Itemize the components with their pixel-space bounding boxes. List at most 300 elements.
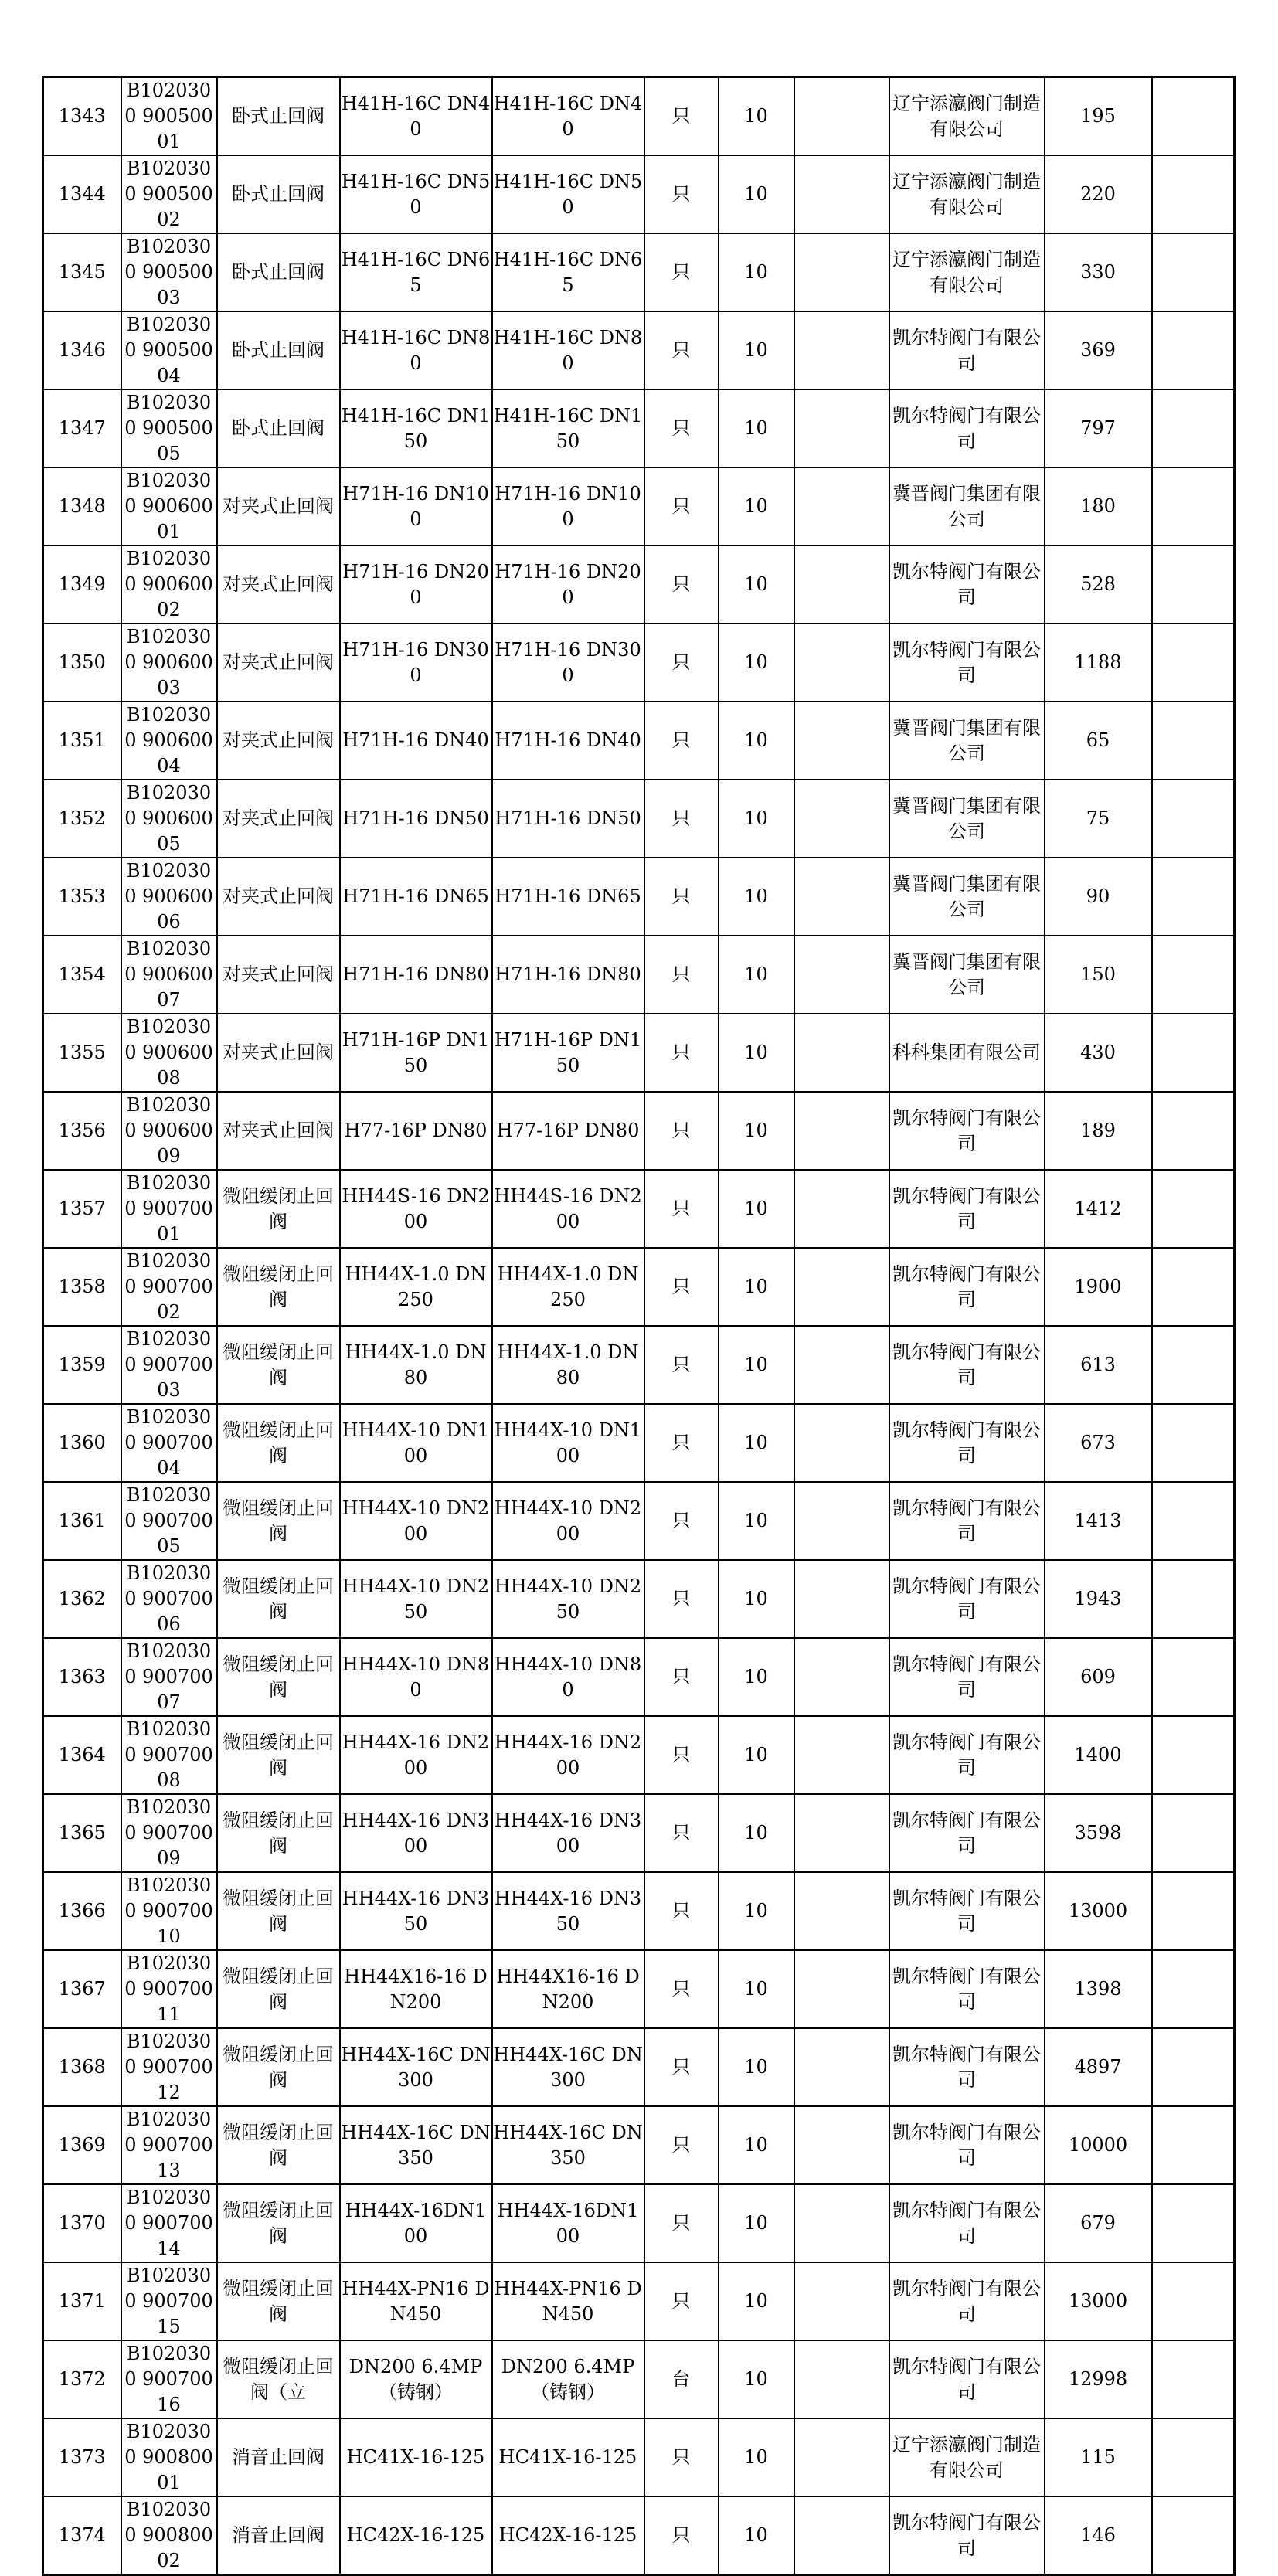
cell-item-name: 消音止回阀 xyxy=(217,2496,340,2575)
cell-quantity: 10 xyxy=(719,936,794,1014)
cell-spec: HH44X-16 DN300 xyxy=(492,1794,644,1872)
cell-model: H41H-16C DN50 xyxy=(340,155,492,233)
cell-item-name: 微阻缓闭止回阀 xyxy=(217,2028,340,2106)
cell-spec: H41H-16C DN80 xyxy=(492,311,644,389)
cell-supplier: 凯尔特阀门有限公司 xyxy=(889,2262,1045,2340)
cell-price: 330 xyxy=(1045,233,1152,311)
cell-model: HC42X-16-125 xyxy=(340,2496,492,2575)
cell-empty xyxy=(794,1638,889,1716)
cell-price: 4897 xyxy=(1045,2028,1152,2106)
cell-price: 10000 xyxy=(1045,2106,1152,2184)
cell-quantity: 10 xyxy=(719,1638,794,1716)
cell-model: H41H-16C DN80 xyxy=(340,311,492,389)
cell-spec: H71H-16 DN100 xyxy=(492,467,644,545)
cell-number: 1359 xyxy=(43,1326,121,1404)
cell-supplier: 凯尔特阀门有限公司 xyxy=(889,1872,1045,1950)
cell-material-code: B1020300 90060004 xyxy=(121,702,217,780)
cell-number: 1367 xyxy=(43,1950,121,2028)
cell-supplier: 凯尔特阀门有限公司 xyxy=(889,1248,1045,1326)
cell-material-code: B1020300 90070005 xyxy=(121,1482,217,1560)
cell-price: 609 xyxy=(1045,1638,1152,1716)
table-row xyxy=(43,1326,1235,1404)
cell-quantity: 10 xyxy=(719,2340,794,2418)
cell-item-name: 卧式止回阀 xyxy=(217,311,340,389)
table-row xyxy=(43,2262,1235,2340)
cell-model: HH44X-1.0 DN250 xyxy=(340,1248,492,1326)
cell-number: 1371 xyxy=(43,2262,121,2340)
cell-price: 1412 xyxy=(1045,1170,1152,1248)
cell-remark xyxy=(1152,467,1235,545)
cell-material-code: B1020300 90070001 xyxy=(121,1170,217,1248)
cell-item-name: 卧式止回阀 xyxy=(217,77,340,156)
cell-quantity: 10 xyxy=(719,1170,794,1248)
cell-number: 1350 xyxy=(43,624,121,702)
cell-spec: H41H-16C DN50 xyxy=(492,155,644,233)
cell-unit: 只 xyxy=(644,545,719,624)
cell-price: 90 xyxy=(1045,858,1152,936)
cell-material-code: B1020300 90070014 xyxy=(121,2184,217,2262)
cell-empty xyxy=(794,1326,889,1404)
cell-empty xyxy=(794,702,889,780)
cell-number: 1355 xyxy=(43,1014,121,1092)
cell-empty xyxy=(794,155,889,233)
cell-quantity: 10 xyxy=(719,1560,794,1638)
cell-price: 1188 xyxy=(1045,624,1152,702)
cell-item-name: 微阻缓闭止回阀（立 xyxy=(217,2340,340,2418)
cell-remark xyxy=(1152,1014,1235,1092)
cell-price: 3598 xyxy=(1045,1794,1152,1872)
table-row xyxy=(43,1014,1235,1092)
cell-material-code: B1020300 90060002 xyxy=(121,545,217,624)
cell-price: 189 xyxy=(1045,1092,1152,1170)
cell-supplier: 凯尔特阀门有限公司 xyxy=(889,545,1045,624)
cell-unit: 只 xyxy=(644,624,719,702)
table-row xyxy=(43,1170,1235,1248)
cell-unit: 只 xyxy=(644,233,719,311)
cell-model: H71H-16 DN300 xyxy=(340,624,492,702)
cell-item-name: 对夹式止回阀 xyxy=(217,624,340,702)
cell-supplier: 凯尔特阀门有限公司 xyxy=(889,624,1045,702)
cell-spec: HH44X-1.0 DN250 xyxy=(492,1248,644,1326)
cell-supplier: 科科集团有限公司 xyxy=(889,1014,1045,1092)
cell-material-code: B1020300 90060005 xyxy=(121,780,217,858)
cell-model: HH44X-10 DN100 xyxy=(340,1404,492,1482)
cell-quantity: 10 xyxy=(719,1092,794,1170)
cell-number: 1361 xyxy=(43,1482,121,1560)
cell-number: 1372 xyxy=(43,2340,121,2418)
cell-empty xyxy=(794,780,889,858)
cell-empty xyxy=(794,2184,889,2262)
cell-quantity: 10 xyxy=(719,2262,794,2340)
cell-number: 1344 xyxy=(43,155,121,233)
cell-supplier: 冀晋阀门集团有限公司 xyxy=(889,702,1045,780)
cell-unit: 只 xyxy=(644,1014,719,1092)
cell-spec: H71H-16 DN200 xyxy=(492,545,644,624)
cell-number: 1368 xyxy=(43,2028,121,2106)
cell-model: HH44X-10 DN200 xyxy=(340,1482,492,1560)
cell-remark xyxy=(1152,1950,1235,2028)
cell-spec: H71H-16 DN80 xyxy=(492,936,644,1014)
cell-supplier: 辽宁添瀛阀门制造有限公司 xyxy=(889,155,1045,233)
cell-supplier: 凯尔特阀门有限公司 xyxy=(889,1638,1045,1716)
cell-spec: HC41X-16-125 xyxy=(492,2418,644,2496)
cell-quantity: 10 xyxy=(719,858,794,936)
table-row xyxy=(43,467,1235,545)
cell-quantity: 10 xyxy=(719,1326,794,1404)
cell-price: 1900 xyxy=(1045,1248,1152,1326)
cell-spec: HH44X-10 DN100 xyxy=(492,1404,644,1482)
cell-number: 1360 xyxy=(43,1404,121,1482)
cell-quantity: 10 xyxy=(719,2418,794,2496)
cell-empty xyxy=(794,1716,889,1794)
cell-item-name: 微阻缓闭止回阀 xyxy=(217,2106,340,2184)
cell-item-name: 微阻缓闭止回阀 xyxy=(217,1794,340,1872)
cell-quantity: 10 xyxy=(719,77,794,156)
cell-remark xyxy=(1152,1794,1235,1872)
cell-number: 1347 xyxy=(43,389,121,467)
cell-material-code: B1020300 90070015 xyxy=(121,2262,217,2340)
cell-remark xyxy=(1152,1170,1235,1248)
cell-empty xyxy=(794,2106,889,2184)
cell-supplier: 凯尔特阀门有限公司 xyxy=(889,1950,1045,2028)
cell-material-code: B1020300 90070012 xyxy=(121,2028,217,2106)
cell-model: H71H-16P DN150 xyxy=(340,1014,492,1092)
cell-unit: 只 xyxy=(644,2184,719,2262)
cell-model: HH44X-16 DN300 xyxy=(340,1794,492,1872)
table-row xyxy=(43,858,1235,936)
table-row xyxy=(43,2340,1235,2418)
table-row xyxy=(43,1794,1235,1872)
cell-empty xyxy=(794,467,889,545)
cell-empty xyxy=(794,1950,889,2028)
cell-quantity: 10 xyxy=(719,2496,794,2575)
cell-supplier: 冀晋阀门集团有限公司 xyxy=(889,780,1045,858)
cell-unit: 只 xyxy=(644,1560,719,1638)
cell-empty xyxy=(794,1482,889,1560)
cell-price: 12998 xyxy=(1045,2340,1152,2418)
cell-spec: HC42X-16-125 xyxy=(492,2496,644,2575)
cell-remark xyxy=(1152,1872,1235,1950)
cell-item-name: 微阻缓闭止回阀 xyxy=(217,1326,340,1404)
cell-model: HH44X-PN16 DN450 xyxy=(340,2262,492,2340)
cell-material-code: B1020300 90050001 xyxy=(121,77,217,156)
table-row xyxy=(43,1950,1235,2028)
cell-material-code: B1020300 90060006 xyxy=(121,858,217,936)
cell-model: H41H-16C DN150 xyxy=(340,389,492,467)
cell-number: 1343 xyxy=(43,77,121,156)
cell-model: HH44X-16C DN300 xyxy=(340,2028,492,2106)
table-row xyxy=(43,1560,1235,1638)
cell-item-name: 对夹式止回阀 xyxy=(217,702,340,780)
cell-supplier: 辽宁添瀛阀门制造有限公司 xyxy=(889,2418,1045,2496)
cell-empty xyxy=(794,233,889,311)
cell-spec: HH44S-16 DN200 xyxy=(492,1170,644,1248)
cell-remark xyxy=(1152,2340,1235,2418)
cell-number: 1363 xyxy=(43,1638,121,1716)
cell-unit: 只 xyxy=(644,2418,719,2496)
cell-remark xyxy=(1152,1404,1235,1482)
cell-supplier: 凯尔特阀门有限公司 xyxy=(889,2028,1045,2106)
table-row xyxy=(43,702,1235,780)
cell-item-name: 微阻缓闭止回阀 xyxy=(217,2184,340,2262)
cell-quantity: 10 xyxy=(719,155,794,233)
cell-spec: HH44X-16 DN200 xyxy=(492,1716,644,1794)
cell-spec: H41H-16C DN40 xyxy=(492,77,644,156)
cell-model: H71H-16 DN40 xyxy=(340,702,492,780)
cell-unit: 只 xyxy=(644,1170,719,1248)
cell-spec: H77-16P DN80 xyxy=(492,1092,644,1170)
cell-quantity: 10 xyxy=(719,780,794,858)
cell-model: HH44X-16C DN350 xyxy=(340,2106,492,2184)
cell-remark xyxy=(1152,702,1235,780)
price-list-table xyxy=(42,76,1236,2576)
cell-unit: 只 xyxy=(644,389,719,467)
cell-price: 1413 xyxy=(1045,1482,1152,1560)
cell-empty xyxy=(794,936,889,1014)
cell-material-code: B1020300 90070002 xyxy=(121,1248,217,1326)
cell-supplier: 冀晋阀门集团有限公司 xyxy=(889,467,1045,545)
cell-item-name: 微阻缓闭止回阀 xyxy=(217,1170,340,1248)
cell-item-name: 微阻缓闭止回阀 xyxy=(217,1638,340,1716)
cell-empty xyxy=(794,77,889,156)
cell-supplier: 凯尔特阀门有限公司 xyxy=(889,311,1045,389)
cell-remark xyxy=(1152,389,1235,467)
cell-empty xyxy=(794,858,889,936)
cell-price: 613 xyxy=(1045,1326,1152,1404)
table-row xyxy=(43,624,1235,702)
cell-model: H71H-16 DN200 xyxy=(340,545,492,624)
cell-material-code: B1020300 90050005 xyxy=(121,389,217,467)
table-body xyxy=(43,77,1235,2575)
cell-remark xyxy=(1152,2184,1235,2262)
cell-unit: 只 xyxy=(644,1950,719,2028)
cell-quantity: 10 xyxy=(719,389,794,467)
cell-supplier: 凯尔特阀门有限公司 xyxy=(889,2496,1045,2575)
cell-remark xyxy=(1152,936,1235,1014)
cell-material-code: B1020300 90060007 xyxy=(121,936,217,1014)
cell-unit: 只 xyxy=(644,77,719,156)
cell-price: 1398 xyxy=(1045,1950,1152,2028)
cell-price: 180 xyxy=(1045,467,1152,545)
cell-empty xyxy=(794,1560,889,1638)
cell-quantity: 10 xyxy=(719,1716,794,1794)
cell-remark xyxy=(1152,1092,1235,1170)
cell-unit: 只 xyxy=(644,2028,719,2106)
table-row xyxy=(43,311,1235,389)
cell-supplier: 凯尔特阀门有限公司 xyxy=(889,1326,1045,1404)
cell-remark xyxy=(1152,233,1235,311)
cell-remark xyxy=(1152,624,1235,702)
cell-unit: 台 xyxy=(644,2340,719,2418)
cell-quantity: 10 xyxy=(719,233,794,311)
cell-quantity: 10 xyxy=(719,1794,794,1872)
cell-item-name: 微阻缓闭止回阀 xyxy=(217,1248,340,1326)
cell-item-name: 消音止回阀 xyxy=(217,2418,340,2496)
cell-number: 1349 xyxy=(43,545,121,624)
cell-unit: 只 xyxy=(644,155,719,233)
cell-spec: H41H-16C DN150 xyxy=(492,389,644,467)
cell-price: 430 xyxy=(1045,1014,1152,1092)
cell-quantity: 10 xyxy=(719,1872,794,1950)
cell-supplier: 凯尔特阀门有限公司 xyxy=(889,2106,1045,2184)
cell-number: 1345 xyxy=(43,233,121,311)
cell-quantity: 10 xyxy=(719,467,794,545)
cell-price: 220 xyxy=(1045,155,1152,233)
cell-supplier: 辽宁添瀛阀门制造有限公司 xyxy=(889,233,1045,311)
cell-price: 13000 xyxy=(1045,1872,1152,1950)
cell-quantity: 10 xyxy=(719,1950,794,2028)
cell-item-name: 对夹式止回阀 xyxy=(217,780,340,858)
cell-item-name: 卧式止回阀 xyxy=(217,233,340,311)
cell-unit: 只 xyxy=(644,311,719,389)
cell-material-code: B1020300 90060001 xyxy=(121,467,217,545)
cell-item-name: 微阻缓闭止回阀 xyxy=(217,1560,340,1638)
cell-spec: H71H-16P DN150 xyxy=(492,1014,644,1092)
cell-quantity: 10 xyxy=(719,545,794,624)
cell-model: HH44X-16DN100 xyxy=(340,2184,492,2262)
table-row xyxy=(43,2028,1235,2106)
cell-remark xyxy=(1152,77,1235,156)
cell-model: HC41X-16-125 xyxy=(340,2418,492,2496)
cell-spec: HH44X16-16 DN200 xyxy=(492,1950,644,2028)
cell-unit: 只 xyxy=(644,2496,719,2575)
table-row xyxy=(43,2106,1235,2184)
cell-material-code: B1020300 90060008 xyxy=(121,1014,217,1092)
cell-number: 1346 xyxy=(43,311,121,389)
cell-number: 1351 xyxy=(43,702,121,780)
cell-supplier: 凯尔特阀门有限公司 xyxy=(889,2340,1045,2418)
cell-supplier: 凯尔特阀门有限公司 xyxy=(889,1170,1045,1248)
cell-model: HH44X-10 DN80 xyxy=(340,1638,492,1716)
table-row xyxy=(43,2418,1235,2496)
cell-remark xyxy=(1152,545,1235,624)
cell-spec: HH44X-10 DN200 xyxy=(492,1482,644,1560)
cell-price: 13000 xyxy=(1045,2262,1152,2340)
cell-number: 1369 xyxy=(43,2106,121,2184)
cell-empty xyxy=(794,1170,889,1248)
cell-number: 1373 xyxy=(43,2418,121,2496)
cell-quantity: 10 xyxy=(719,1248,794,1326)
cell-empty xyxy=(794,624,889,702)
cell-remark xyxy=(1152,2496,1235,2575)
cell-quantity: 10 xyxy=(719,702,794,780)
cell-material-code: B1020300 90060009 xyxy=(121,1092,217,1170)
cell-supplier: 凯尔特阀门有限公司 xyxy=(889,2184,1045,2262)
cell-unit: 只 xyxy=(644,1482,719,1560)
table-row xyxy=(43,1638,1235,1716)
cell-model: HH44X-1.0 DN80 xyxy=(340,1326,492,1404)
cell-number: 1356 xyxy=(43,1092,121,1170)
cell-supplier: 凯尔特阀门有限公司 xyxy=(889,1092,1045,1170)
cell-material-code: B1020300 90070013 xyxy=(121,2106,217,2184)
table-row xyxy=(43,2184,1235,2262)
cell-empty xyxy=(794,1248,889,1326)
cell-spec: HH44X-10 DN250 xyxy=(492,1560,644,1638)
cell-material-code: B1020300 90050003 xyxy=(121,233,217,311)
cell-model: H41H-16C DN40 xyxy=(340,77,492,156)
cell-supplier: 凯尔特阀门有限公司 xyxy=(889,1560,1045,1638)
cell-unit: 只 xyxy=(644,702,719,780)
cell-material-code: B1020300 90060003 xyxy=(121,624,217,702)
cell-supplier: 凯尔特阀门有限公司 xyxy=(889,389,1045,467)
cell-item-name: 对夹式止回阀 xyxy=(217,545,340,624)
cell-item-name: 卧式止回阀 xyxy=(217,155,340,233)
cell-unit: 只 xyxy=(644,1404,719,1482)
table-row xyxy=(43,936,1235,1014)
cell-number: 1358 xyxy=(43,1248,121,1326)
cell-price: 1400 xyxy=(1045,1716,1152,1794)
cell-item-name: 对夹式止回阀 xyxy=(217,1014,340,1092)
cell-empty xyxy=(794,2028,889,2106)
cell-remark xyxy=(1152,1560,1235,1638)
cell-material-code: B1020300 90070008 xyxy=(121,1716,217,1794)
cell-unit: 只 xyxy=(644,936,719,1014)
cell-remark xyxy=(1152,780,1235,858)
cell-model: H71H-16 DN80 xyxy=(340,936,492,1014)
cell-price: 65 xyxy=(1045,702,1152,780)
cell-material-code: B1020300 90070003 xyxy=(121,1326,217,1404)
cell-quantity: 10 xyxy=(719,1404,794,1482)
cell-unit: 只 xyxy=(644,780,719,858)
cell-model: DN200 6.4MP（铸钢） xyxy=(340,2340,492,2418)
cell-unit: 只 xyxy=(644,1638,719,1716)
cell-number: 1348 xyxy=(43,467,121,545)
table-row xyxy=(43,77,1235,156)
cell-number: 1357 xyxy=(43,1170,121,1248)
cell-remark xyxy=(1152,155,1235,233)
cell-spec: HH44X-16DN100 xyxy=(492,2184,644,2262)
cell-empty xyxy=(794,1014,889,1092)
cell-material-code: B1020300 90070011 xyxy=(121,1950,217,2028)
cell-number: 1352 xyxy=(43,780,121,858)
cell-remark xyxy=(1152,311,1235,389)
cell-item-name: 对夹式止回阀 xyxy=(217,858,340,936)
cell-item-name: 微阻缓闭止回阀 xyxy=(217,1404,340,1482)
cell-remark xyxy=(1152,1638,1235,1716)
cell-spec: H71H-16 DN300 xyxy=(492,624,644,702)
cell-supplier: 冀晋阀门集团有限公司 xyxy=(889,858,1045,936)
cell-price: 1943 xyxy=(1045,1560,1152,1638)
cell-price: 150 xyxy=(1045,936,1152,1014)
cell-price: 679 xyxy=(1045,2184,1152,2262)
cell-number: 1370 xyxy=(43,2184,121,2262)
cell-material-code: B1020300 90080001 xyxy=(121,2418,217,2496)
cell-spec: HH44X-10 DN80 xyxy=(492,1638,644,1716)
cell-item-name: 微阻缓闭止回阀 xyxy=(217,1872,340,1950)
cell-remark xyxy=(1152,1716,1235,1794)
cell-remark xyxy=(1152,2106,1235,2184)
cell-price: 528 xyxy=(1045,545,1152,624)
cell-empty xyxy=(794,311,889,389)
cell-supplier: 冀晋阀门集团有限公司 xyxy=(889,936,1045,1014)
cell-number: 1362 xyxy=(43,1560,121,1638)
cell-spec: HH44X-16C DN300 xyxy=(492,2028,644,2106)
table-row xyxy=(43,1872,1235,1950)
cell-model: HH44X-16 DN200 xyxy=(340,1716,492,1794)
cell-empty xyxy=(794,1092,889,1170)
cell-price: 369 xyxy=(1045,311,1152,389)
cell-model: HH44X-16 DN350 xyxy=(340,1872,492,1950)
cell-supplier: 凯尔特阀门有限公司 xyxy=(889,1404,1045,1482)
cell-empty xyxy=(794,2262,889,2340)
cell-number: 1364 xyxy=(43,1716,121,1794)
cell-material-code: B1020300 90070010 xyxy=(121,1872,217,1950)
cell-spec: HH44X-PN16 DN450 xyxy=(492,2262,644,2340)
cell-remark xyxy=(1152,1248,1235,1326)
cell-material-code: B1020300 90080002 xyxy=(121,2496,217,2575)
cell-spec: H41H-16C DN65 xyxy=(492,233,644,311)
table-row xyxy=(43,1404,1235,1482)
